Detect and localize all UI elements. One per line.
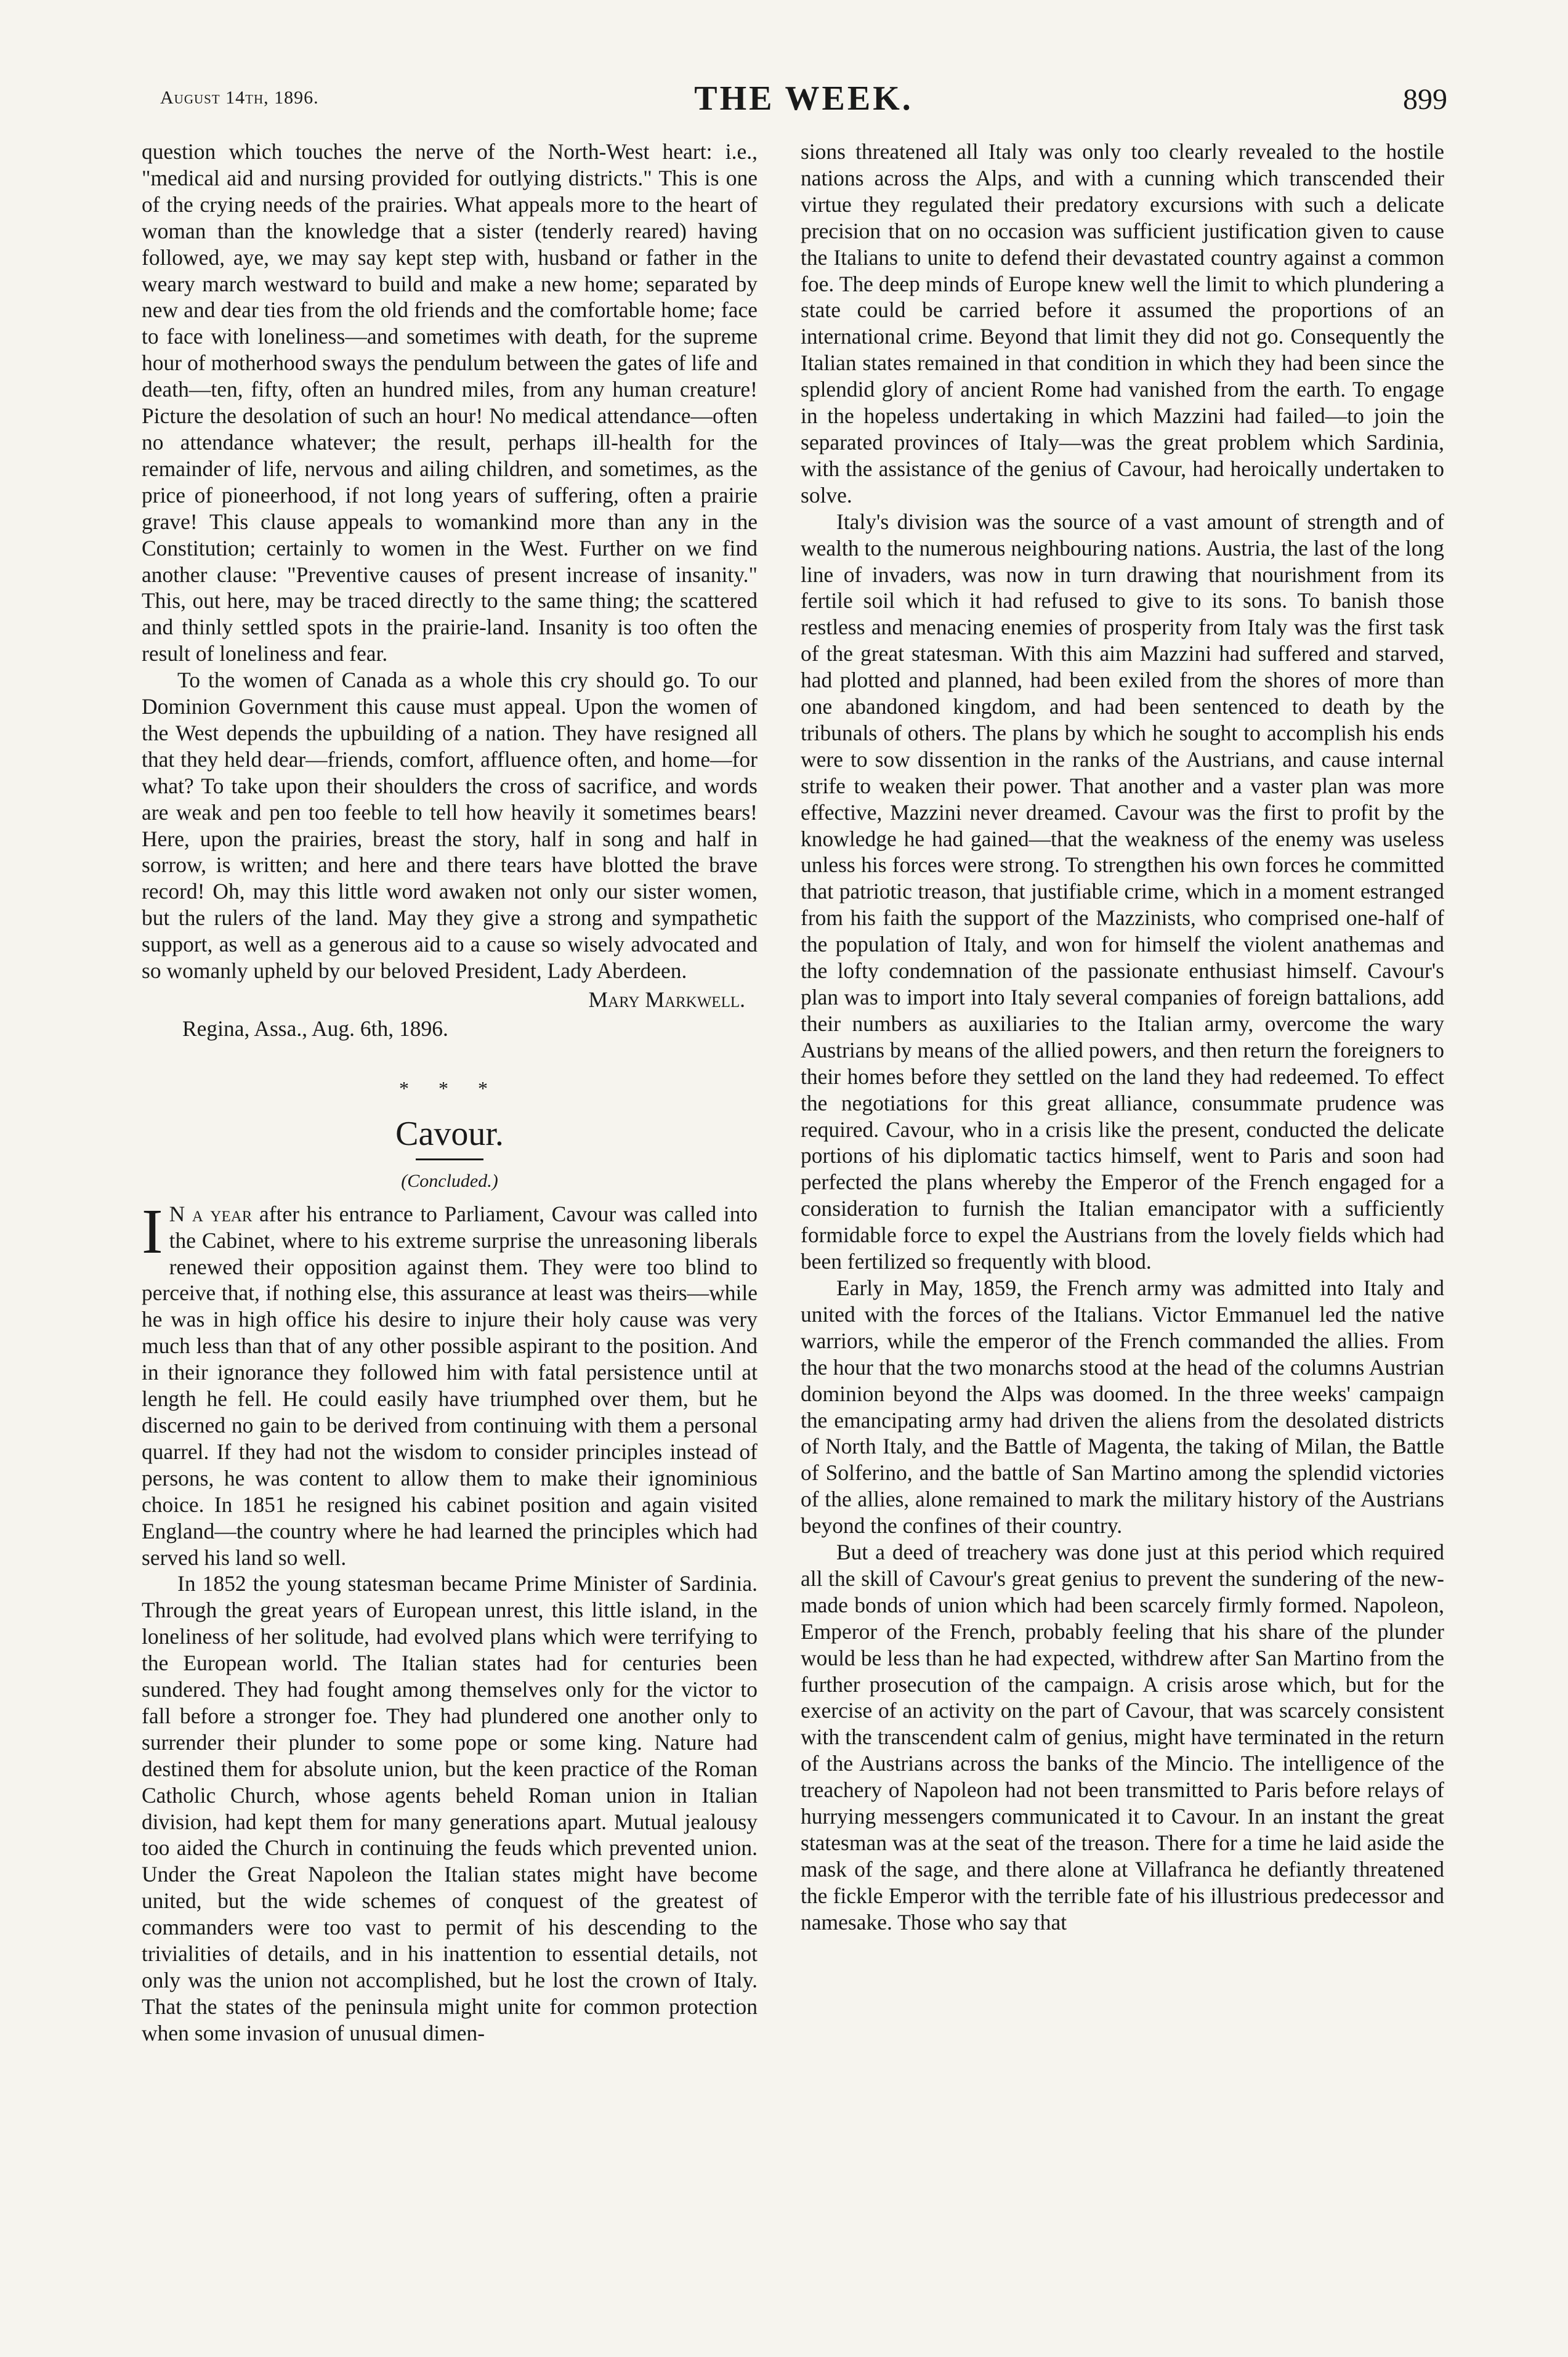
letter-place-date: Regina, Assa., Aug. 6th, 1896. [182,1016,448,1041]
drop-cap: I [142,1195,163,1267]
article-paragraph: Italy's division was the source of a vast amount of strength and of wealth to the numerous neighbouring nations. Austria, the last of the long line of invaders, was now in turn drawing that nourishment from its fertile soil which it had refused to give to its sons. To banish those restless and menacing enemies of prosperity from Italy was the first task of the great statesman. With this aim Mazzini had suffered and starved, had plotted and planned, had been exiled from the shores of more than one abandoned kingdom, and had been sentenced to death by the tribunals of others. The plans by which he sought to accomplish his ends were to sow dissention in the ranks of the Austrians, and cause internal strife to weaken their power. That another and a vaster plan was more effective, Mazzini never dreamed. Cavour was the first to profit by the knowledge he had gained—that the weakness of the enemy was useless unless his forces were strong. To strengthen his own forces he committed that patriotic treason, that justifiable crime, which in a moment estranged from his faith the support of the Mazzinists, who comprised one-half of the population of Italy, and won for himself the violent anathemas and the lofty condemnation of the passionate enthusiast himself. Cavour's plan was to import into Italy several companies of foreign battalions, add their numbers as auxiliaries to the Italian army, overcome the wary Austrians by means of the allied powers, and then return the foreigners to their homes before they settled on the land they had redeemed. To effect the negotiations for this great alliance, consummate prudence was required. Cavour, who in a crisis like the present, conducted the delicate portions of his diplomatic tactics himself, went to Paris and soon had perfected the plans whereby the Emperor of the French engaged for a consideration to furnish the Italian emancipator with a sufficiently formidable force to expel the Austrians from the lovely fields which had been fertilized so frequently with blood. [801,509,1444,1274]
right-column [801,139,1444,1936]
article-paragraph [142,1195,758,1571]
letter-paragraph: question which touches the nerve of the North-West heart: i.e., "medical aid and nursing provided for outlying districts." This is one of the crying needs of the prairies. What appeals more to the heart of woman than the knowledge that a sister (tenderly reared) having followed, aye, we may say kept step with, husband or father in the weary march westward to build and make a new home; separated by new and dear ties from the old friends and the comfortable home; face to face with loneliness—and sometimes with death, for the supreme hour of motherhood sways the pendulum between the gates of life and death—ten, fifty, often an hundred miles, from any human creature! Picture the desolation of such an hour! No medical attendance—often no attendance whatever; the result, perhaps ill-health for the remainder of life, nervous and ailing children, and sometimes, as the price of pioneerhood, if not long years of suffering, often a prairie grave! This clause appeals to womankind more than any in the Constitution; certainly to women in the West. Further on we find another clause: "Preventive causes of present increase of insanity." This, out here, may be traced directly to the same thing; the scattered and thinly settled spots in the prairie-land. Insanity is too often the result of loneliness and fear. [142,139,758,666]
left-column [142,139,758,2047]
article-subtitle: (Concluded.) [401,1170,498,1191]
article-paragraph: In 1852 the young statesman became Prime Minister of Sardinia. Through the great years of European unrest, this little island, in the loneliness of her solitude, had evolved plans which were terrifying to the European world. The Italian states had for centuries been sundered. They had fought among themselves only for the victor to fall before a stronger foe. They had plundered one another only to surrender their plunder to some pope or some king. Nature had destined them for absolute union, but the keen practice of the Roman Catholic Church, whose agents beheld Roman union in Italian division, had kept them for many generations apart. Mutual jealousy too aided the Church in continuing the feuds which prevented union. Under the Great Napoleon the Italian states might have become united, but the wide schemes of conquest of the greatest of commanders were too vast to permit of his descending to the trivialities of details, and in his inattention to essential details, not only was the union not accomplished, but he lost the crown of Italy. That the states of the peninsula might unite for common protection when some invasion of unusual dimen- [142,1571,758,2045]
masthead-title: THE WEEK. [694,79,913,118]
lead-in: N a year [169,1201,253,1226]
title-rule [416,1158,483,1160]
article-paragraph: Early in May, 1859, the French army was admitted into Italy and united with the forces of the Italians. Victor Emmanuel led the native warriors, while the emperor of the French commanded the allies. From the hour that the two monarchs stood at the head of the columns Austrian dominion beyond the Alps was doomed. In the three weeks' campaign the emancipating army had driven the aliens from the desolated districts of North Italy, and the Battle of Magenta, the taking of Milan, the Battle of Solferino, and the battle of San Martino among the splendid victories of the allies, alone remained to mark the military history of the Austrians beyond the confines of their country. [801,1275,1444,1538]
article-title: Cavour. [395,1114,504,1153]
page-number: 899 [1403,83,1447,116]
article-paragraph: But a deed of treachery was done just at this period which required all the skill of Cavour's great genius to prevent the sundering of the new-made bonds of union which had been scarcely firmly formed. Napoleon, Emperor of the French, probably feeling that his share of the plunder would be less than he had expected, withdrew after San Martino from the further prosecution of the campaign. A crisis arose which, but for the exercise of an activity on the part of Cavour, that was scarcely consistent with the transcendent calm of genius, might have terminated in the return of the Austrians across the banks of the Mincio. The intelligence of the treachery of Napoleon had not been transmitted to Paris before relays of hurrying messengers communicated it to Cavour. In an instant the great statesman was at the seat of the treason. There for a time he laid aside the mask of the sage, and there alone at Villafranca he defiantly threatened the fickle Emperor with the terrible fate of his illustrious predecessor and namesake. Those who say that [801,1540,1444,1935]
section-separator: * * * [399,1077,500,1099]
letter-signature: Mary Markwell. [588,987,745,1012]
page-header [160,74,1447,129]
issue-date: August 14th, 1896. [160,87,319,108]
letter-paragraph: To the women of Canada as a whole this cry should go. To our Dominion Government this cause must appeal. Upon the women of the West depends the upbuilding of a nation. They have resigned all that they held dear—friends, comfort, affluence often, and home—for what? To take upon their shoulders the cross of sacrifice, and words are weak and pen too feeble to tell how heavily it sometimes bears! Here, upon the prairies, breast the story, half in song and half in sorrow, is written; and here and there tears have blotted the brave record! Oh, may this little word awaken not only our sister women, but the rulers of the land. May they give a strong and sympathetic support, as well as a generous aid to a cause so wisely advocated and so womanly upheld by our beloved President, Lady Aberdeen. [142,668,758,984]
article-paragraph: sions threatened all Italy was only too clearly revealed to the hostile nations across the Alps, and with a cunning which transcended their virtue they regulated their predatory excursions with such a delicate precision that on no occasion was sufficient justification given to cause the Italians to unite to defend their devastated country against a common foe. The deep minds of Europe knew well the limit to which plundering a state could be carried before it assumed the proportions of an international crime. Beyond that limit they did not go. Consequently the Italian states remained in that condition in which they had been since the splendid glory of ancient Rome had vanished from the earth. To engage in the hopeless undertaking in which Mazzini had failed—to join the separated provinces of Italy—was the great problem which Sardinia, with the assistance of the genius of Cavour, had heroically undertaken to solve. [801,139,1444,507]
paragraph-text: after his entrance to Parliament, Cavour was called into the Cabinet, where to his extreme surprise the unreasoning liberals renewed their opposition against them. They were too blind to perceive that, if nothing else, this assurance at least was theirs—while he was in high office his desire to injure their holy cause was very much less than that of any other possible aspirant to the position. And in their ignorance they followed him with fatal persistence until at length he fell. He could easily have triumphed over them, but he discerned no gain to be derived from continuing with them a personal quarrel. If they had not the wisdom to consider principles instead of persons, he was content to allow them to make their ignominious choice. In 1851 he resigned his cabinet position and again visited England—the country where he had learned the principles which had served his land so well. [142,1201,758,1570]
